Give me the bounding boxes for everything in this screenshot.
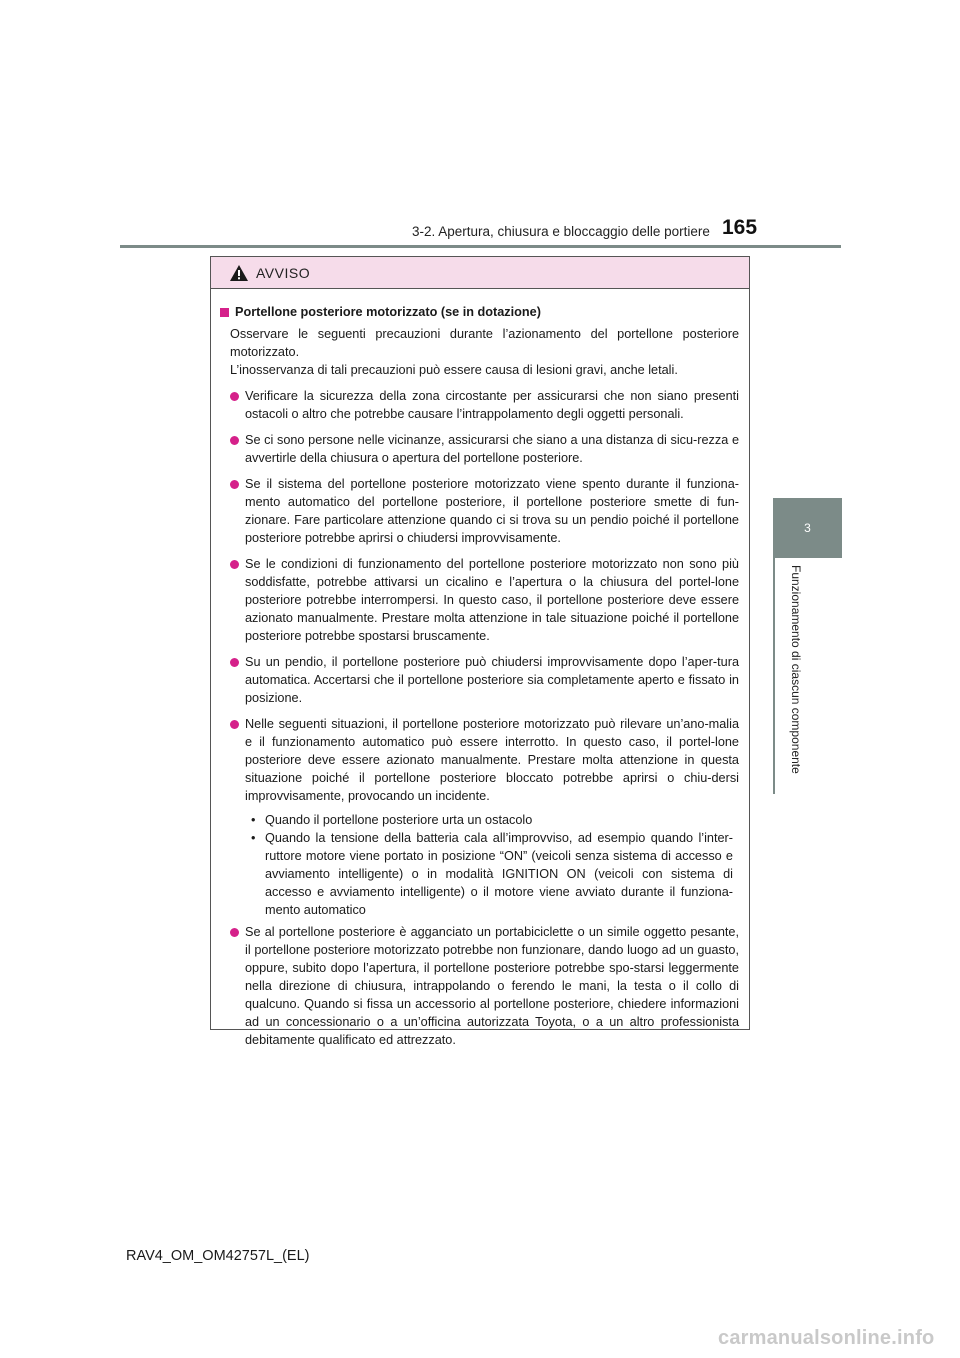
square-bullet-icon xyxy=(220,308,229,317)
round-bullet-icon xyxy=(230,658,239,667)
intro-paragraph: Osservare le seguenti precauzioni durante l’azionamento del portellone posteriore motorizzato. xyxy=(230,327,739,359)
header-rule xyxy=(120,245,841,248)
warning-body xyxy=(211,289,749,1049)
footer-doc-id: RAV4_OM_OM42757L_(EL) xyxy=(126,1248,310,1264)
sub-list-item xyxy=(251,829,739,919)
round-bullet-icon xyxy=(230,928,239,937)
chapter-tab xyxy=(773,498,842,558)
list-item-text xyxy=(245,715,739,805)
list-item-text: Verificare la sicurezza della zona circostante per assicurarsi che non siano presenti ostacoli o altro che potrebbe causare l’intrappolamento degli oggetti personali. xyxy=(245,389,739,421)
list-item-text: Se il sistema del portellone posteriore motorizzato viene spento durante il funziona-mento automatico del portellone posteriore, il portellone posteriore smette di fun-zionare. Fare particolare attenzione quando ci si trova su un pendio poiché il portellone posteriore potrebbe aprirsi o chiudersi improvvisamente. xyxy=(245,477,739,545)
watermark: carmanualsonline.info xyxy=(718,1327,935,1349)
sub-bullet-icon: • xyxy=(251,813,256,827)
sub-list xyxy=(251,811,739,919)
warning-box xyxy=(210,256,750,1047)
warning-triangle-icon xyxy=(229,264,249,282)
round-bullet-icon xyxy=(230,480,239,489)
warning-header xyxy=(211,257,749,289)
header-section-title: 3-2. Apertura, chiusura e bloccaggio delle portiere xyxy=(412,224,710,239)
list-item-text: Se al portellone posteriore è agganciato un portabiciclette o un simile oggetto pesante, il portellone posteriore motorizzato potrebbe non funzionare, dando luogo ad un guasto, oppure, subito dopo l’apertura, il portellone posteriore potrebbe spo-starsi leggermente nella direzione di chiusura, intrappolando o ferendo le mani, la testa o il collo di qualcuno. Quando si fissa un accessorio al portellone posteriore, chiedere informazioni ad un concessionario o a un’officina autorizzata Toyota, o a un altro professionista debitamente qualificato ed attrezzato. xyxy=(245,925,739,1047)
chapter-side-bar xyxy=(773,558,842,794)
round-bullet-icon xyxy=(230,720,239,729)
list-item-paragraph: Nelle seguenti situazioni, il portellone posteriore motorizzato può rilevare un’ano-malia e il funzionamento automatico può essere interrotto. In questo caso, il portel-lone posteriore deve essere azionato manualmente. Prestare molta attenzione in questa situazione poiché il portellone posteriore bloccato potrebbe aprirsi o chiu-dersi improvvisamente, provocando un incidente. xyxy=(245,717,739,803)
sub-bullet-icon: • xyxy=(251,831,256,845)
list-item xyxy=(220,475,739,547)
chapter-number: 3 xyxy=(804,521,811,535)
section-heading xyxy=(220,303,739,321)
intro xyxy=(220,325,739,379)
round-bullet-icon xyxy=(230,392,239,401)
sub-list-item xyxy=(251,811,739,829)
list-item-text: Su un pendio, il portellone posteriore può chiudersi improvvisamente dopo l’aper-tura automatica. Accertarsi che il portellone posteriore sia completamente aperto e fissato in posizione. xyxy=(245,655,739,705)
list-item xyxy=(220,431,739,467)
list-item-text: Se le condizioni di funzionamento del portellone posteriore motorizzato non sono più soddisfatte, potrebbe attivarsi un cicalino e l’apertura o la chiusura del portel-lone posteriore potrebbe interrompersi. In questo caso, il portellone posteriore deve essere azionato manualmente. Prestare molta attenzione in tale situazione poiché il portellone posteriore potrebbe spostarsi bruscamente. xyxy=(245,557,739,643)
list-item xyxy=(220,653,739,707)
list-item-text: Se ci sono persone nelle vicinanze, assicurarsi che siano a una distanza di sicu-rezza e avvertirle della chiusura o apertura del portellone posteriore. xyxy=(245,433,739,465)
warning-title: AVVISO xyxy=(256,264,311,281)
round-bullet-icon xyxy=(230,436,239,445)
page-number: 165 xyxy=(722,216,758,239)
intro-paragraph: L’inosservanza di tali precauzioni può essere causa di lesioni gravi, anche letali. xyxy=(230,363,678,377)
list-item xyxy=(220,387,739,423)
section-heading-text: Portellone posteriore motorizzato (se in dotazione) xyxy=(235,305,541,319)
chapter-label: Funzionamento di ciascun componente xyxy=(789,565,803,774)
list-item xyxy=(220,923,739,1049)
sub-list-item-text: Quando la tensione della batteria cala all’improvviso, ad esempio quando l’inter-ruttore motore viene portato in posizione “ON” (veicoli senza sistema di accesso e avviamento intelligente) o in modalità IGNITION ON (veicoli con sistema di accesso e avviamento intelligente) o il motore viene avviato durante il funziona-mento automatico xyxy=(265,831,733,917)
round-bullet-icon xyxy=(230,560,239,569)
list-item xyxy=(220,555,739,645)
sub-list-item-text: Quando il portellone posteriore urta un ostacolo xyxy=(265,813,533,827)
list-item xyxy=(220,715,739,805)
